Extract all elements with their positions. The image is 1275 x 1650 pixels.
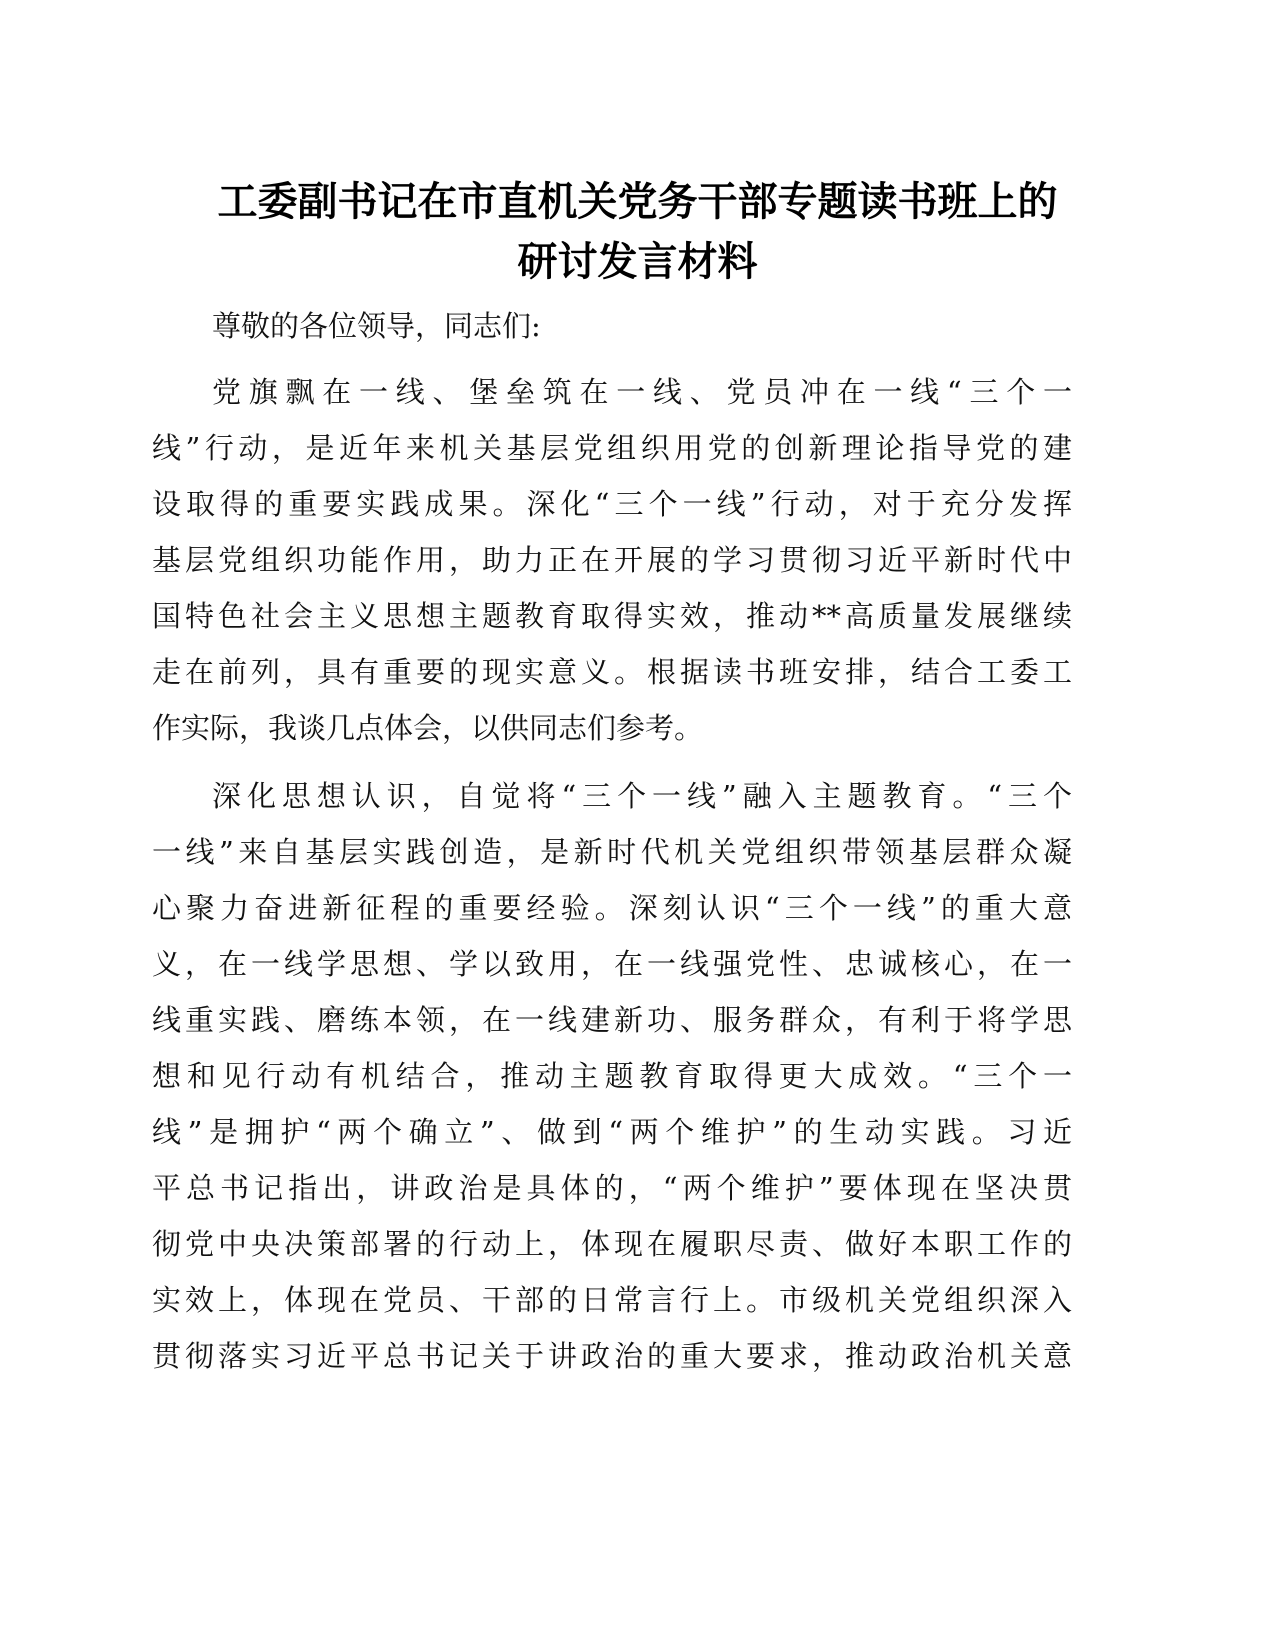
paragraph-1-line: 线”行动，是近年来机关基层党组织用党的创新理论指导党的建 <box>152 431 1072 465</box>
paragraph-2-line: 线”是拥护“两个确立”、做到“两个维护”的生动实践。习近 <box>152 1115 1072 1149</box>
paragraph-2-line: 实效上，体现在党员、干部的日常言行上。市级机关党组织深入 <box>152 1283 1072 1317</box>
paragraph-1-line: 走在前列，具有重要的现实意义。根据读书班安排，结合工委工 <box>152 655 1072 689</box>
paragraph-2-line: 贯彻落实习近平总书记关于讲政治的重大要求，推动政治机关意 <box>152 1339 1072 1373</box>
paragraph-2-line: 深化思想认识，自觉将“三个一线”融入主题教育。“三个 <box>212 779 1072 813</box>
paragraph-2-line: 心聚力奋进新征程的重要经验。深刻认识“三个一线”的重大意 <box>152 891 1072 925</box>
paragraph-2-line: 一线”来自基层实践创造，是新时代机关党组织带领基层群众凝 <box>152 835 1072 869</box>
paragraph-1-line: 国特色社会主义思想主题教育取得实效，推动**高质量发展继续 <box>152 599 1072 633</box>
paragraph-1-line: 党旗飘在一线、堡垒筑在一线、党员冲在一线“三个一 <box>212 375 1072 409</box>
paragraph-1-line: 设取得的重要实践成果。深化“三个一线”行动，对于充分发挥 <box>152 487 1072 521</box>
paragraph-1-line: 作实际，我谈几点体会，以供同志们参考。 <box>152 711 704 745</box>
paragraph-2-line: 彻党中央决策部署的行动上，体现在履职尽责、做好本职工作的 <box>152 1227 1072 1261</box>
paragraph-2-line: 平总书记指出，讲政治是具体的，“两个维护”要体现在坚决贯 <box>152 1171 1072 1205</box>
paragraph-1-line: 基层党组织功能作用，助力正在开展的学习贯彻习近平新时代中 <box>152 543 1072 577</box>
salutation: 尊敬的各位领导，同志们: <box>212 309 541 343</box>
paragraph-2-line: 线重实践、磨练本领，在一线建新功、服务群众，有利于将学思 <box>152 1003 1072 1037</box>
paragraph-2-line: 想和见行动有机结合，推动主题教育取得更大成效。“三个一 <box>152 1059 1072 1093</box>
document-title-line-1: 工委副书记在市直机关党务干部专题读书班上的 <box>217 179 1058 225</box>
document-title-line-2: 研讨发言材料 <box>517 239 758 285</box>
paragraph-2-line: 义，在一线学思想、学以致用，在一线强党性、忠诚核心，在一 <box>152 947 1072 981</box>
